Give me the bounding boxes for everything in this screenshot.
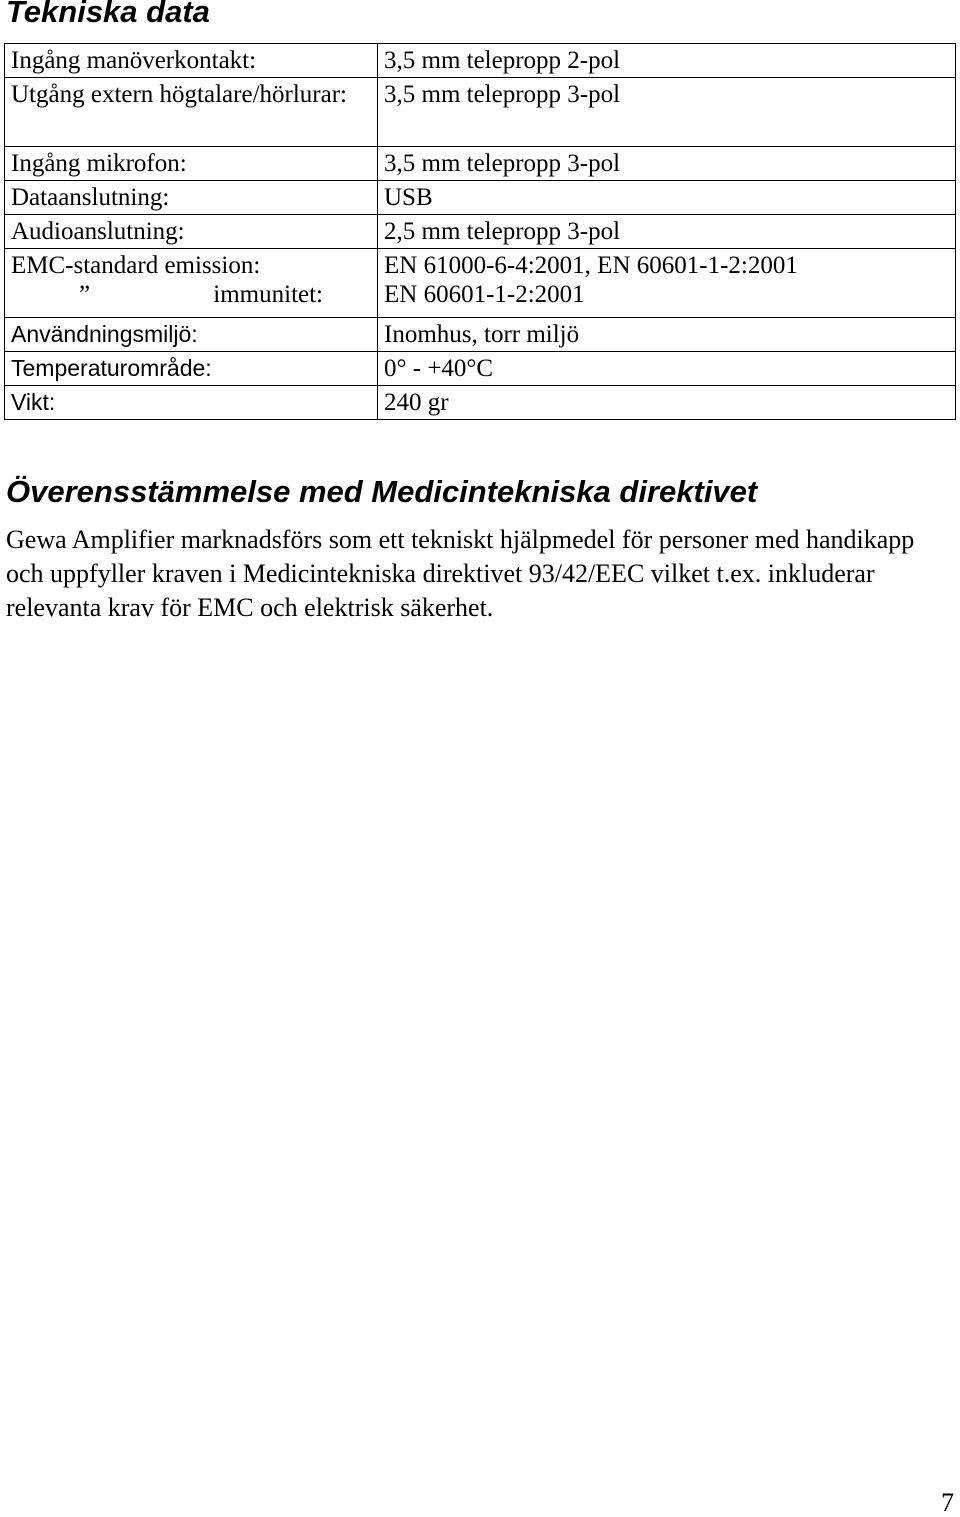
spec-value: USB bbox=[378, 181, 956, 215]
ditto-mark: ” bbox=[79, 281, 91, 308]
spec-label: Audioanslutning: bbox=[5, 215, 378, 249]
conformity-paragraph: Gewa Amplifier marknadsförs som ett tekniskt hjälpmedel för personer med handikapp och uppfyller kraven i Medicintekniska direktivet 93/42/EEC vilket t.ex. inkluderar relevanta krav för EMC och elektrisk säkerhet. bbox=[6, 525, 915, 622]
page-number: 7 bbox=[941, 1488, 954, 1517]
spec-label: Användningsmiljö: bbox=[5, 318, 378, 352]
table-row bbox=[5, 386, 956, 420]
spec-value: 0° - +40°C bbox=[378, 352, 956, 386]
spec-value: 3,5 mm telepropp 2-pol bbox=[378, 44, 956, 78]
table-row bbox=[5, 318, 956, 352]
table-row bbox=[5, 352, 956, 386]
table-row bbox=[5, 147, 956, 181]
section-title-tekniska-data: Tekniska data bbox=[6, 0, 210, 29]
tech-spec-table bbox=[4, 43, 956, 420]
spec-value: 240 gr bbox=[378, 386, 956, 420]
spec-value: 2,5 mm telepropp 3-pol bbox=[378, 215, 956, 249]
spec-value-line1: EN 61000-6-4:2001, EN 60601-1-2:2001 bbox=[384, 252, 798, 279]
spec-label bbox=[5, 249, 378, 318]
spec-label-immunity: immunitet: bbox=[213, 281, 323, 308]
spec-label: Ingång mikrofon: bbox=[5, 147, 378, 181]
table-row bbox=[5, 215, 956, 249]
spec-value-line2: EN 60601-1-2:2001 bbox=[384, 281, 585, 308]
spec-label: Vikt: bbox=[5, 386, 378, 420]
spec-value: Inomhus, torr miljö bbox=[378, 318, 956, 352]
spec-label: Temperaturområde: bbox=[5, 352, 378, 386]
section-title-conformity: Överensstämmelse med Medicintekniska direktivet bbox=[6, 474, 758, 509]
table-row bbox=[5, 181, 956, 215]
spec-value: 3,5 mm telepropp 3-pol bbox=[378, 78, 956, 147]
table-row bbox=[5, 249, 956, 318]
spec-label: Utgång extern högtalare/hörlurar: bbox=[5, 78, 378, 147]
spec-label: Ingång manöverkontakt: bbox=[5, 44, 378, 78]
spec-label-line1: EMC-standard emission: bbox=[11, 252, 261, 279]
spec-label-line2 bbox=[11, 280, 371, 309]
table-row bbox=[5, 78, 956, 147]
spec-value bbox=[378, 249, 956, 318]
spec-value: 3,5 mm telepropp 3-pol bbox=[378, 147, 956, 181]
table-row bbox=[5, 44, 956, 78]
spec-label: Dataanslutning: bbox=[5, 181, 378, 215]
